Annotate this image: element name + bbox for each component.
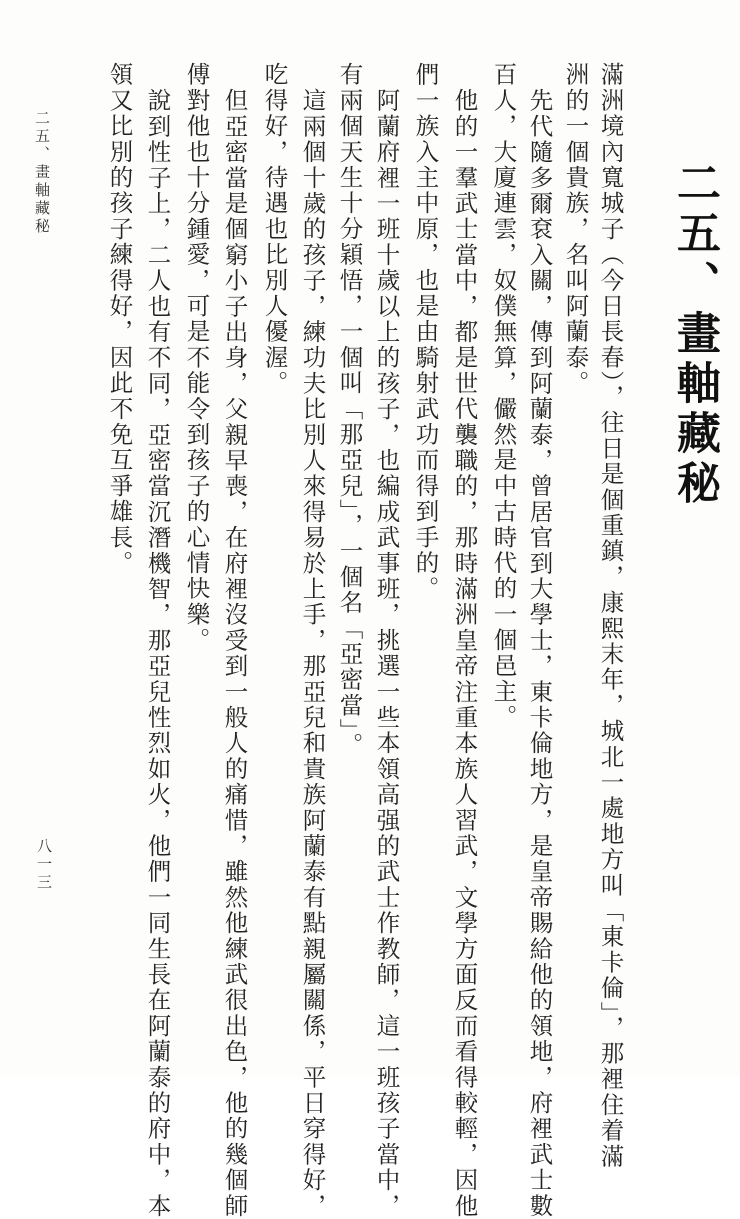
text-column-5: 他的一羣武士當中，都是世代襲職的，那時滿洲皇帝注重本族人習武，文學方面反而看得較輕，因他 [450,88,479,1219]
text-column-13: 說到性子上，二人也有不同，亞密當沉潛機智，那亞兒性烈如火，他們一同生長在阿蘭泰的府中，本 [143,88,172,1219]
chapter-title: 二五、畫軸藏秘 [669,160,720,510]
text-column-12: 傅對他也十分鍾愛，可是不能令到孩子的心情快樂。 [182,62,211,654]
text-column-8: 有兩個天生十分穎悟，一個叫「那亞兒」，一個名「亞密當」。 [335,62,364,759]
text-column-9: 這兩個十歲的孩子，練功夫比別人來得易於上手，那亞兒和貴族阿蘭泰有點親屬關係，平日穿得好， [298,88,327,1219]
text-column-3: 先代隨多爾袞入關，傳到阿蘭泰，曾居官到大學士，東卡倫地方，是皇帝賜給他的領地，府裡武士數 [525,88,554,1219]
text-column-10: 吃得好，待遇也比別人優渥。 [260,62,289,397]
text-column-6: 們一族入主中原，也是由騎射武功而得到手的。 [411,62,440,602]
text-column-1: 滿洲境內寬城子（今日長春），往日是個重鎮，康熙末年，城北一處地方叫「東卡倫」，那裡住着滿 [596,62,625,1170]
text-column-2: 洲的一個貴族，名叫阿蘭泰。 [561,62,590,397]
text-column-11: 但亞密當是個窮小子出身，父親早喪，在府裡沒受到一般人的痛惜，雖然他練武很出色，他的幾個師 [220,88,249,1219]
text-column-7: 阿蘭府裡一班十歲以上的孩子，也編成武事班，挑選一些本領高强的武士作教師，這一班孩子當中， [372,88,401,1219]
page-number: 八一三 [35,838,53,892]
running-head: 二五、畫軸藏秘 [33,110,51,236]
text-column-14: 領又比別的孩子練得好，因此不免互爭雄長。 [105,62,134,576]
text-column-4: 百人，大廈連雲，奴僕無算，儼然是中古時代的一個邑主。 [489,62,518,731]
